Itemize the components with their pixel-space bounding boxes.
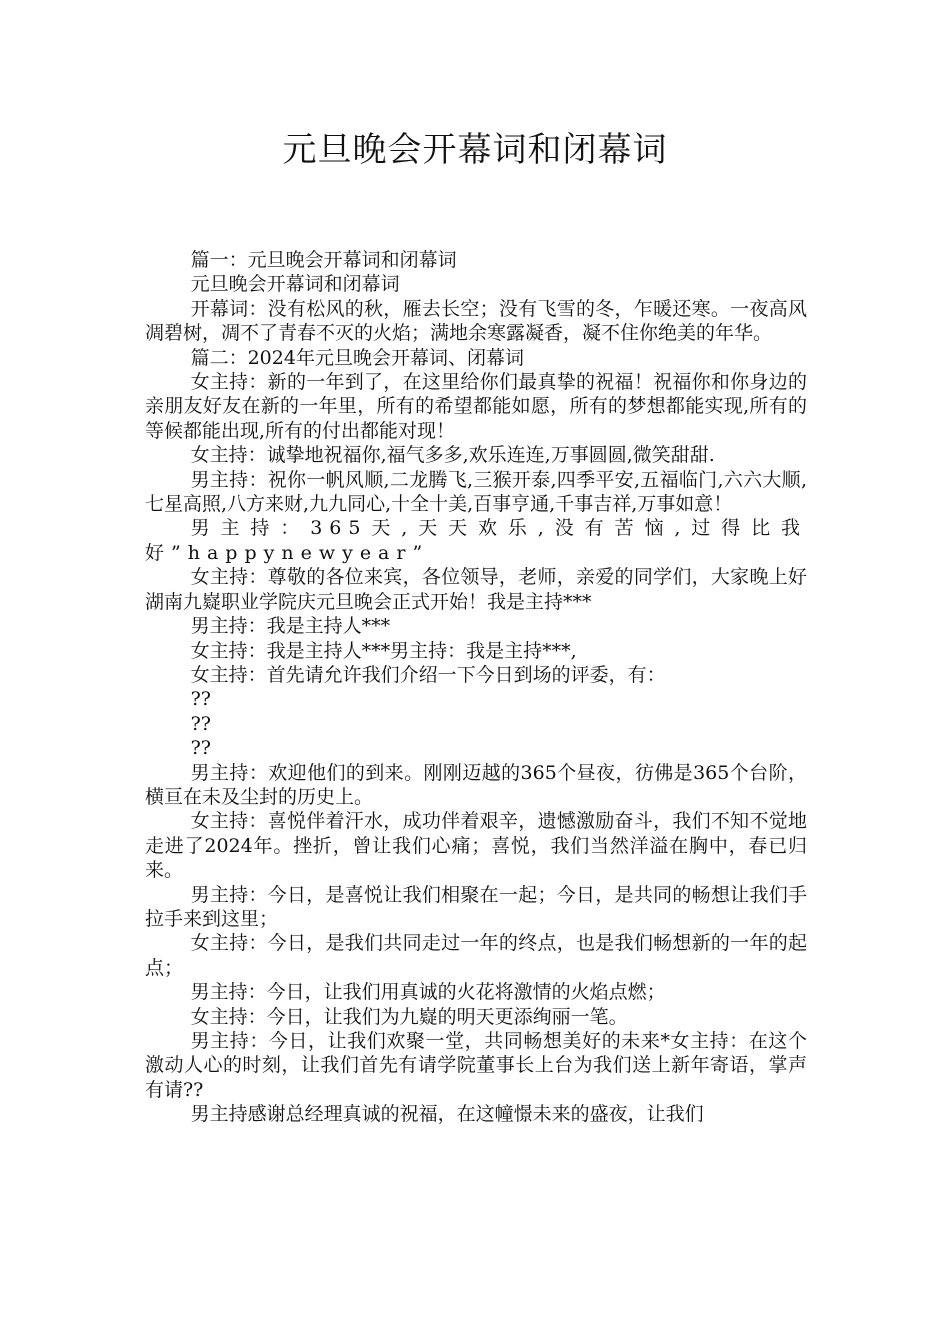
- paragraph: 元旦晚会开幕词和闭幕词: [190, 273, 400, 296]
- paragraph: ??: [190, 737, 211, 760]
- paragraph: 男主持：今日，让我们欢聚一堂，共同畅想美好的未来*女主持：在这个激动人心的时刻，让我们首先有请学院董事长上台为我们送上新年寄语，掌声有请??: [145, 1030, 807, 1101]
- paragraph: 女主持：新的一年到了，在这里给你们最真挚的祝福！祝福你和你身边的亲朋友好友在新的一年里，所有的希望都能如愿，所有的梦想都能实现,所有的等候都能出现,所有的付出都能对现！: [145, 371, 807, 442]
- paragraph: 女主持：喜悦伴着汗水，成功伴着艰辛，遗憾激励奋斗，我们不知不觉地走进了2024年。挫折，曾让我们心痛；喜悦，我们当然洋溢在胸中，春已归来。: [145, 810, 807, 882]
- paragraph: 女主持：尊敬的各位来宾，各位领导，老师，亲爱的同学们，大家晚上好湖南九嶷职业学院庆元旦晚会正式开始！我是主持***: [145, 566, 807, 613]
- paragraph: 男主持：今日，让我们用真诚的火花将激情的火焰点燃；: [190, 981, 666, 1004]
- paragraph: 男主持：今日，是喜悦让我们相聚在一起；今日，是共同的畅想让我们手拉手来到这里；: [145, 883, 807, 930]
- paragraph: 女主持：首先请允许我们介绍一下今日到场的评委，有：: [190, 663, 666, 686]
- paragraph: 篇一：元旦晚会开幕词和闭幕词: [190, 249, 457, 271]
- paragraph: 女主持：我是主持人***男主持：我是主持***,: [190, 639, 577, 662]
- paragraph: 篇二：2024年元旦晚会开幕词、闭幕词: [190, 346, 524, 369]
- paragraph: 开幕词：没有松风的秋，雁去长空；没有飞雪的冬，乍暖还寒。一夜高风凋碧树，凋不了青春不灭的火焰；满地余寒露凝香，凝不住你绝美的年华。: [145, 297, 807, 345]
- paragraph: 男主持：365天,天天欢乐,没有苦恼,过得比我好”happynewyear”: [145, 517, 807, 564]
- paragraph: 男主持：欢迎他们的到来。刚刚迈越的365个昼夜，彷佛是365个台阶，横亘在未及尘封的历史上。: [145, 761, 807, 808]
- paragraph: 男主持：我是主持人***: [190, 615, 391, 638]
- paragraph: ??: [190, 688, 211, 711]
- document-title: 元旦晚会开幕词和闭幕词: [282, 130, 668, 170]
- document-body: [145, 248, 807, 1127]
- paragraph: 男主持：祝你一帆风顺,二龙腾飞,三猴开泰,四季平安,五福临门,六六大顺,七星高照,八方来财,九九同心,十全十美,百事亨通,千事吉祥,万事如意！: [145, 468, 807, 516]
- paragraph: 女主持：今日，是我们共同走过一年的终点，也是我们畅想新的一年的起点；: [145, 932, 807, 979]
- paragraph: 男主持感谢总经理真诚的祝福，在这幢憬未来的盛夜，让我们: [190, 1103, 704, 1126]
- paragraph: ??: [190, 712, 211, 735]
- paragraph: 女主持：今日，让我们为九嶷的明天更添绚丽一笔。: [190, 1005, 628, 1028]
- paragraph: 女主持：诚挚地祝福你,福气多多,欢乐连连,万事圆圆,微笑甜甜.: [190, 444, 715, 467]
